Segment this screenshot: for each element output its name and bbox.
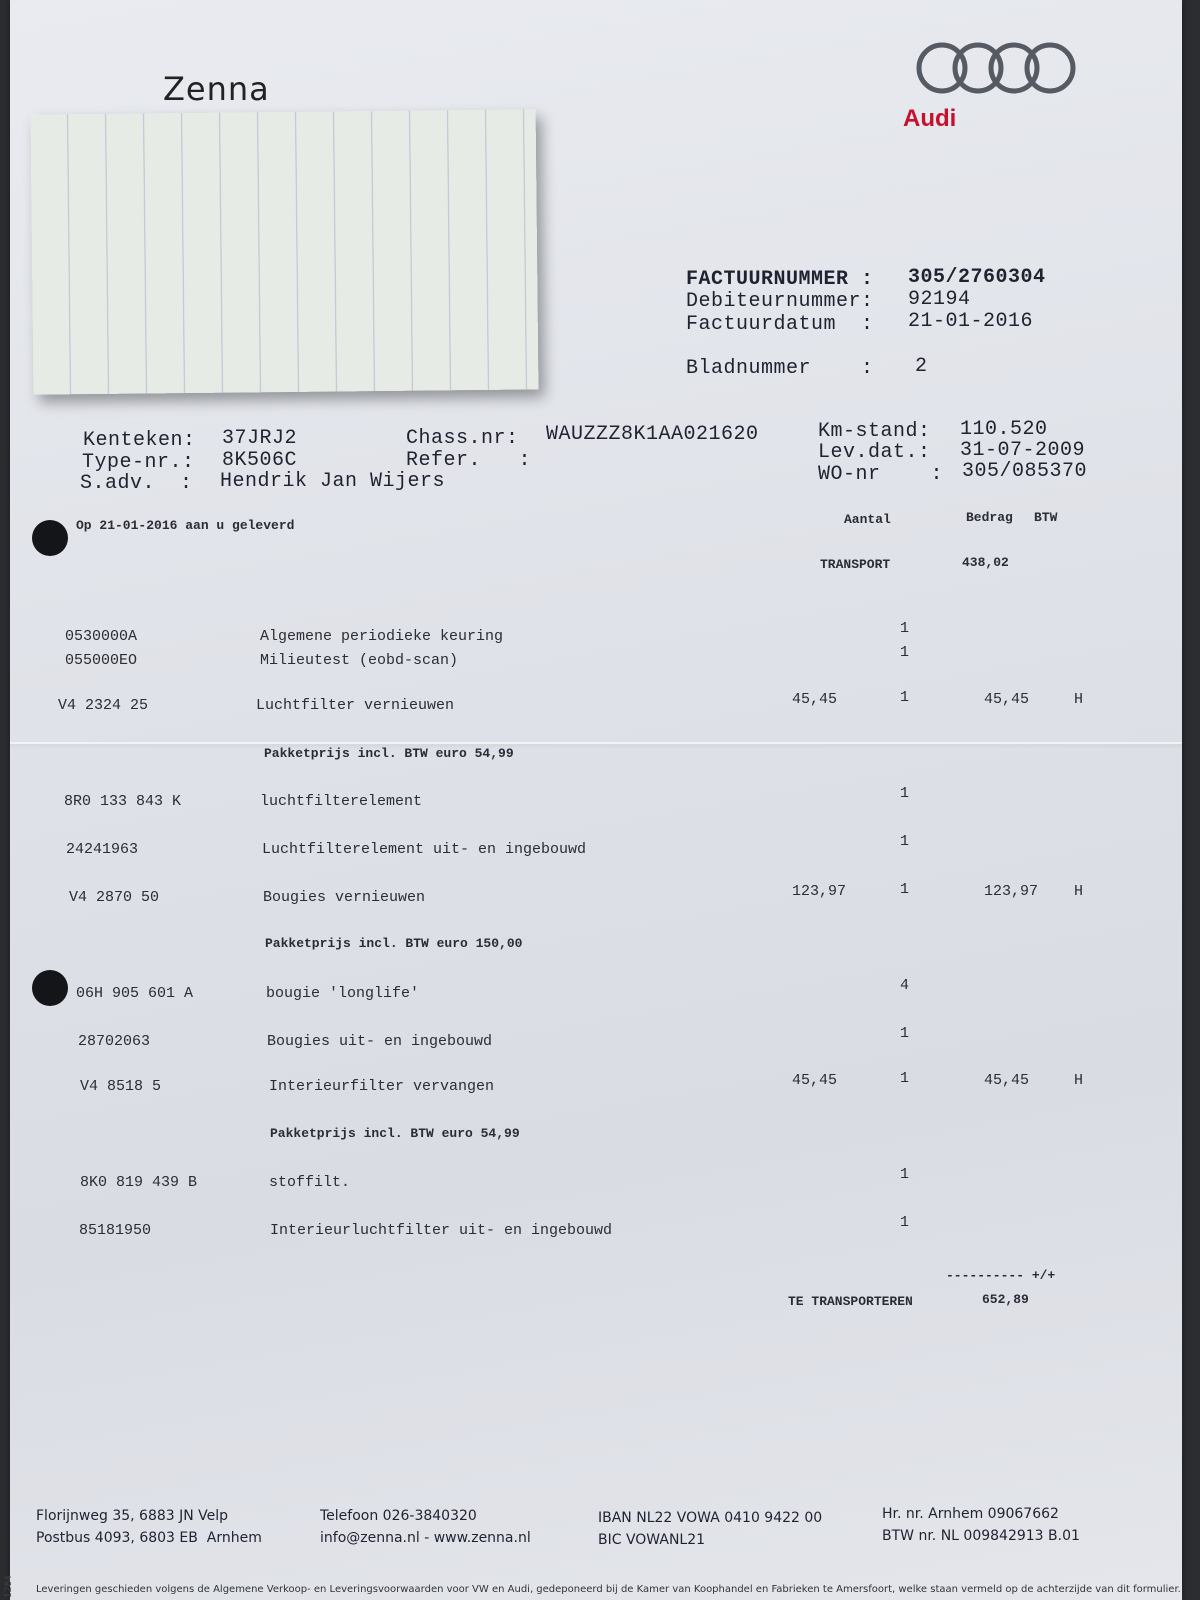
footer-web: info@zenna.nl - www.zenna.nl	[320, 1530, 531, 1546]
line-quantity: 1	[900, 644, 910, 661]
line-unit-price: 45,45	[792, 1072, 838, 1089]
debiteurnummer-label: Debiteurnummer:	[686, 290, 874, 313]
footer-iban: IBAN NL22 VOWA 0410 9422 00	[598, 1510, 823, 1526]
line-code: 85181950	[79, 1222, 152, 1239]
punch-hole	[32, 520, 68, 556]
chass-value: WAUZZZ8K1AA021620	[546, 423, 759, 446]
line-description: luchtfilterelement	[260, 793, 423, 810]
invoice-sheet	[4, 0, 1182, 1600]
line-code: V4 2324 25	[58, 697, 149, 714]
line-quantity: 4	[900, 977, 910, 994]
chass-label: Chass.nr:	[406, 427, 519, 450]
type-value: 8K506C	[222, 449, 298, 472]
sadv-label: S.adv. :	[80, 472, 193, 495]
line-code: 28702063	[78, 1033, 151, 1050]
transport-value: 438,02	[962, 555, 1009, 570]
kenteken-label: Kenteken:	[83, 429, 196, 452]
transport-label: TRANSPORT	[820, 557, 891, 572]
line-description: Algemene periodieke keuring	[260, 628, 504, 645]
line-description: stoffilt.	[269, 1174, 351, 1191]
levdat-value: 31-07-2009	[960, 439, 1086, 462]
line-unit-price: 123,97	[792, 883, 847, 900]
line-quantity: 1	[900, 785, 910, 802]
factuurdatum-label: Factuurdatum :	[686, 313, 874, 336]
line-code: 0530000A	[65, 628, 138, 645]
line-amount: 45,45	[984, 1072, 1030, 1089]
punch-hole	[32, 970, 68, 1006]
dealer-name: Zenna	[163, 70, 270, 108]
line-btw-code: H	[1074, 883, 1084, 900]
carry-label: TE TRANSPORTEREN	[788, 1294, 913, 1309]
line-description: Luchtfilterelement uit- en ingebouwd	[262, 841, 587, 858]
line-quantity: 1	[900, 833, 910, 850]
sadv-value: Hendrik Jan Wijers	[220, 470, 446, 493]
line-quantity: 1	[900, 1166, 910, 1183]
bladnummer-label: Bladnummer :	[686, 357, 874, 380]
wonr-label: WO-nr :	[818, 463, 944, 486]
line-quantity: 1	[900, 620, 910, 637]
km-value: 110.520	[960, 418, 1048, 441]
footer-phone: Telefoon 026-3840320	[320, 1508, 477, 1524]
line-code: 055000EO	[65, 652, 138, 669]
line-quantity: 1	[900, 1070, 910, 1087]
package-price-note: Pakketprijs incl. BTW euro 54,99	[270, 1126, 520, 1141]
line-unit-price: 45,45	[792, 691, 838, 708]
sum-line: ---------- +/+	[946, 1268, 1056, 1283]
line-description: Luchtfilter vernieuwen	[256, 697, 455, 714]
footer-address-2: Postbus 4093, 6803 EB Arnhem	[36, 1530, 262, 1546]
line-code: V4 8518 5	[80, 1078, 162, 1095]
paper-fold	[10, 742, 1182, 744]
factuurnummer-label: FACTUURNUMMER :	[686, 268, 874, 291]
km-label: Km-stand:	[818, 420, 931, 443]
covering-note-paper	[31, 109, 539, 394]
delivered-line: Op 21-01-2016 aan u geleverd	[76, 518, 295, 533]
line-btw-code: H	[1074, 1072, 1084, 1089]
factuurdatum-value: 21-01-2016	[908, 310, 1034, 333]
line-quantity: 1	[900, 881, 910, 898]
factuurnummer-value: 305/2760304	[908, 266, 1046, 289]
audi-rings-logo	[912, 40, 1082, 100]
bladnummer-value: 2	[915, 355, 928, 378]
col-aantal: Aantal	[844, 512, 891, 527]
debiteurnummer-value: 92194	[908, 288, 971, 311]
footer-btw: BTW nr. NL 009842913 B.01	[882, 1528, 1080, 1544]
line-description: Milieutest (eobd-scan)	[260, 652, 459, 669]
col-btw: BTW	[1034, 510, 1058, 525]
side-code: 1284	[4, 1575, 14, 1598]
line-amount: 123,97	[984, 883, 1039, 900]
line-code: V4 2870 50	[69, 889, 160, 906]
footer-hr: Hr. nr. Arnhem 09067662	[882, 1506, 1059, 1522]
footer-bic: BIC VOWANL21	[598, 1532, 706, 1548]
line-description: bougie 'longlife'	[266, 985, 420, 1002]
line-amount: 45,45	[984, 691, 1030, 708]
package-price-note: Pakketprijs incl. BTW euro 150,00	[265, 936, 523, 951]
package-price-note: Pakketprijs incl. BTW euro 54,99	[264, 746, 514, 761]
footer-address-1: Florijnweg 35, 6883 JN Velp	[36, 1508, 229, 1524]
line-code: 06H 905 601 A	[76, 985, 194, 1002]
line-code: 24241963	[66, 841, 139, 858]
line-description: Bougies vernieuwen	[263, 889, 426, 906]
footer-terms: Leveringen geschieden volgens de Algemene Verkoop- en Leveringsvoorwaarden voor VW en Audi, gedeponeerd bij de Kamer van Koophandel en Fabrieken te Amersfoort, welke staan vermeld op de achterzijde van dit formulier.	[36, 1584, 1181, 1595]
line-code: 8K0 819 439 B	[80, 1174, 198, 1191]
type-label: Type-nr.:	[82, 451, 195, 474]
brand-name: Audi	[903, 105, 957, 132]
carry-value: 652,89	[982, 1292, 1029, 1307]
line-description: Bougies uit- en ingebouwd	[267, 1033, 493, 1050]
wonr-value: 305/085370	[962, 460, 1088, 483]
col-bedrag: Bedrag	[966, 510, 1013, 525]
line-code: 8R0 133 843 K	[64, 793, 182, 810]
line-quantity: 1	[900, 689, 910, 706]
line-btw-code: H	[1074, 691, 1084, 708]
kenteken-value: 37JRJ2	[222, 427, 298, 450]
refer-label: Refer. :	[406, 449, 532, 472]
line-description: Interieurfilter vervangen	[269, 1078, 495, 1095]
line-quantity: 1	[900, 1214, 910, 1231]
levdat-label: Lev.dat.:	[818, 441, 931, 464]
line-description: Interieurluchtfilter uit- en ingebouwd	[270, 1222, 613, 1239]
line-quantity: 1	[900, 1025, 910, 1042]
